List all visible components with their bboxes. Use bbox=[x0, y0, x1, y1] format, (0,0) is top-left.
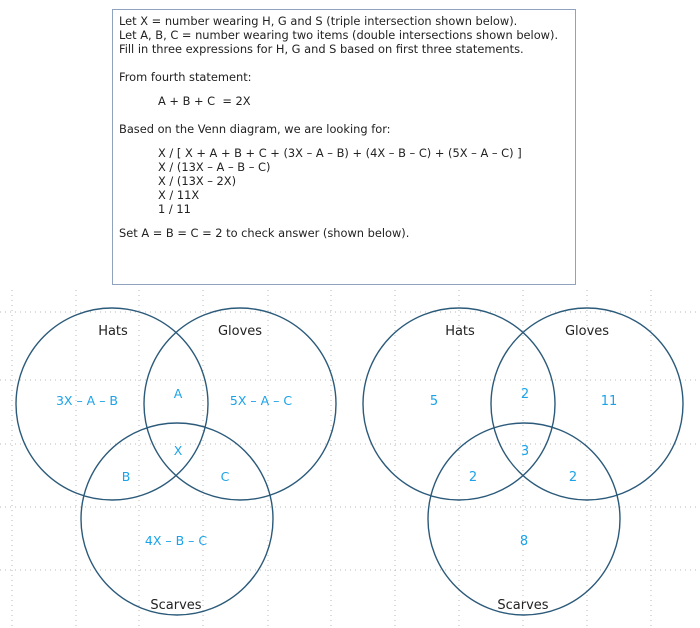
equation-line: X / (13X – A – B – C) bbox=[158, 160, 271, 174]
venn-right-hats-scarves: 2 bbox=[468, 470, 478, 485]
explanation-line: Fill in three expressions for H, G and S based on first three statements. bbox=[119, 42, 524, 56]
venn-left-gloves-scarves: C bbox=[220, 469, 230, 484]
venn-left-scarves-label: Scarves bbox=[150, 598, 202, 613]
equation-line: A + B + C = 2X bbox=[158, 94, 251, 108]
venn-left-hats-label: Hats bbox=[98, 324, 128, 339]
venn-right-gloves-scarves: 2 bbox=[568, 470, 578, 485]
venn-right-hats-only: 5 bbox=[429, 394, 439, 409]
venn-left-all-three: X bbox=[173, 443, 183, 458]
venn-right-all-three: 3 bbox=[520, 444, 530, 459]
venn-right-scarves-only: 8 bbox=[519, 534, 529, 549]
explanation-line: Based on the Venn diagram, we are looking for: bbox=[119, 122, 391, 136]
explanation-line: Let A, B, C = number wearing two items (double intersections shown below). bbox=[119, 28, 559, 42]
explanation-line: From fourth statement: bbox=[119, 70, 252, 84]
explanation-line: Set A = B = C = 2 to check answer (shown below). bbox=[119, 226, 410, 240]
explanation-line: Let X = number wearing H, G and S (triple intersection shown below). bbox=[119, 14, 518, 28]
venn-left-gloves-label: Gloves bbox=[217, 324, 263, 339]
venn-left-gloves-only: 5X – A – C bbox=[229, 393, 293, 408]
venn-right-scarves-label: Scarves bbox=[497, 598, 549, 613]
venn-left-scarves-only: 4X – B – C bbox=[144, 533, 208, 548]
equation-line: 1 / 11 bbox=[158, 202, 191, 216]
equation-line: X / [ X + A + B + C + (3X – A – B) + (4X – B – C) + (5X – A – C) ] bbox=[158, 146, 522, 160]
venn-right-hats-label: Hats bbox=[445, 324, 475, 339]
venn-right-gloves-only: 11 bbox=[600, 394, 618, 409]
venn-left-hats-gloves: A bbox=[173, 386, 183, 401]
equation-line: X / (13X – 2X) bbox=[158, 174, 237, 188]
venn-right-gloves-label: Gloves bbox=[564, 324, 610, 339]
venn-left-hats-scarves: B bbox=[121, 469, 131, 484]
equation-line: X / 11X bbox=[158, 188, 200, 202]
venn-right-hats-gloves: 2 bbox=[520, 387, 530, 402]
venn-left-hats-only: 3X – A – B bbox=[55, 393, 119, 408]
